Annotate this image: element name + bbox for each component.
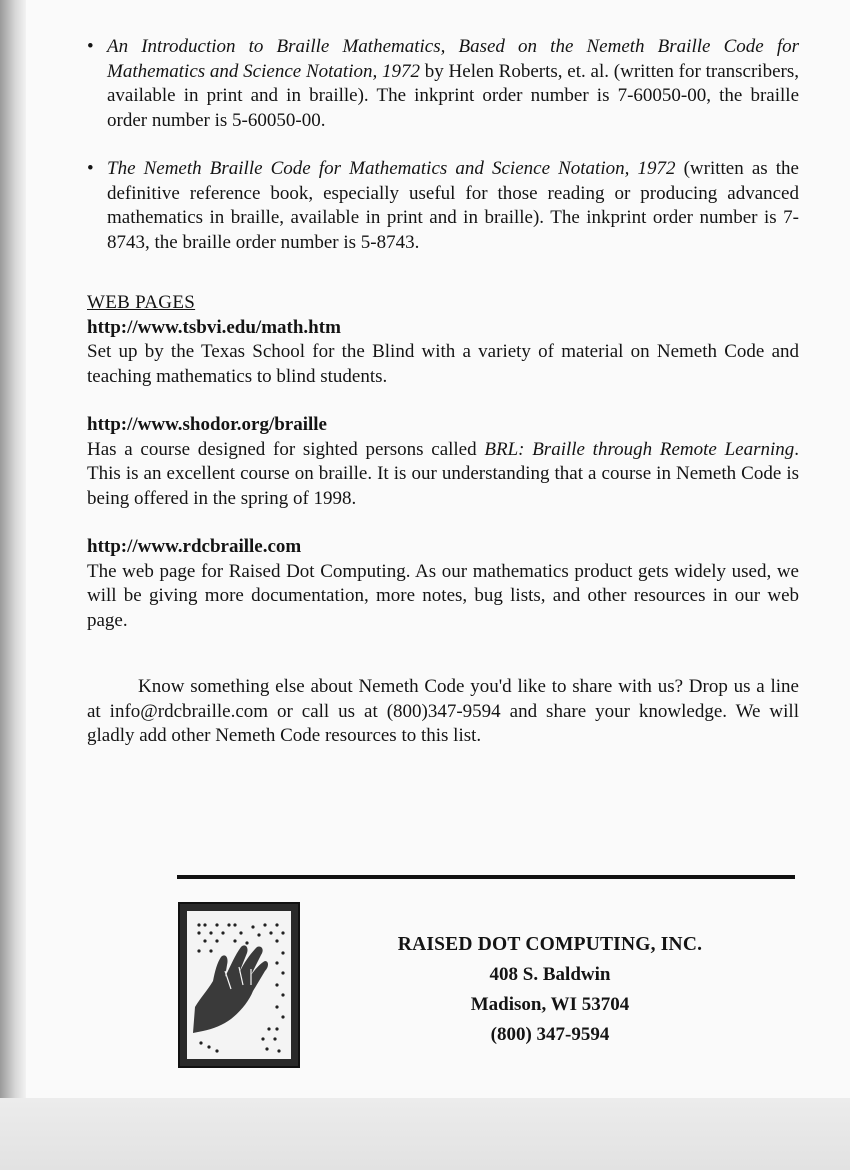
site-url-link[interactable]: http://www.shodor.org/braille <box>87 414 327 435</box>
web-site-entry <box>87 535 799 633</box>
resource-item <box>87 157 799 255</box>
scan-left-shadow <box>0 0 26 1170</box>
page-text <box>87 35 799 749</box>
site-url-link[interactable]: http://www.rdcbraille.com <box>87 536 302 557</box>
site-url-link[interactable]: http://www.tsbvi.edu/math.htm <box>87 316 341 338</box>
resource-item <box>87 35 799 133</box>
resource-description: by Helen Roberts, et. al. (written for transcribers, available in print and in braille). The inkprint order number is 7-60050-00, the braille order number is 5-60050-00. <box>107 60 799 131</box>
resource-title: An Introduction to Braille Mathematics, Based on the Nemeth Braille Code for Mathematics and Science Notation, 1972 <box>107 36 799 82</box>
site-description: Set up by the Texas School for the Blind with a variety of material on Nemeth Code and teaching mathematics to blind students. <box>87 341 799 387</box>
resource-title: The Nemeth Braille Code for Mathematics and Science Notation, 1972 <box>107 158 676 179</box>
web-site-entry <box>87 413 799 511</box>
bullet-icon: • <box>87 158 94 179</box>
site-description: Has a course designed for sighted persons called BRL: Braille through Remote Learning. This is an excellent course on braille. It is our understanding that a course in Nemeth Code is being offered in the spring of 1998. <box>87 438 799 509</box>
company-city: Madison, WI 53704 <box>470 994 630 1015</box>
divider-rule <box>177 875 795 879</box>
company-address-block <box>360 930 740 1050</box>
closing-paragraph: Know something else about Nemeth Code you'd like to share with us? Drop us a line at info@rdcbraille.com or call us at (800)347-9594 and share your knowledge. We will gladly add other Nemeth Code resources to this list. <box>87 676 799 746</box>
web-site-entry <box>87 316 799 390</box>
bullet-icon: • <box>87 36 94 57</box>
scan-bottom-shadow <box>0 1098 850 1170</box>
site-description: The web page for Raised Dot Computing. As our mathematics product gets widely used, we will be giving more documentation, more notes, bug lists, and other resources in our web page. <box>87 560 799 631</box>
web-pages-heading: WEB PAGES <box>87 292 196 313</box>
course-title: BRL: Braille through Remote Learning <box>484 438 795 460</box>
hand-braille-logo-icon <box>187 911 291 1059</box>
company-street: 408 S. Baldwin <box>489 964 611 985</box>
company-phone: (800) 347-9594 <box>490 1024 610 1045</box>
company-name: RAISED DOT COMPUTING, INC. <box>397 934 703 955</box>
resource-description: (written as the definitive reference book, especially useful for those reading or producing advanced mathematics in braille, available in print and in braille). The inkprint order number is 7-8743, the braille order number is 5-8743. <box>107 158 799 253</box>
company-logo <box>178 902 300 1068</box>
